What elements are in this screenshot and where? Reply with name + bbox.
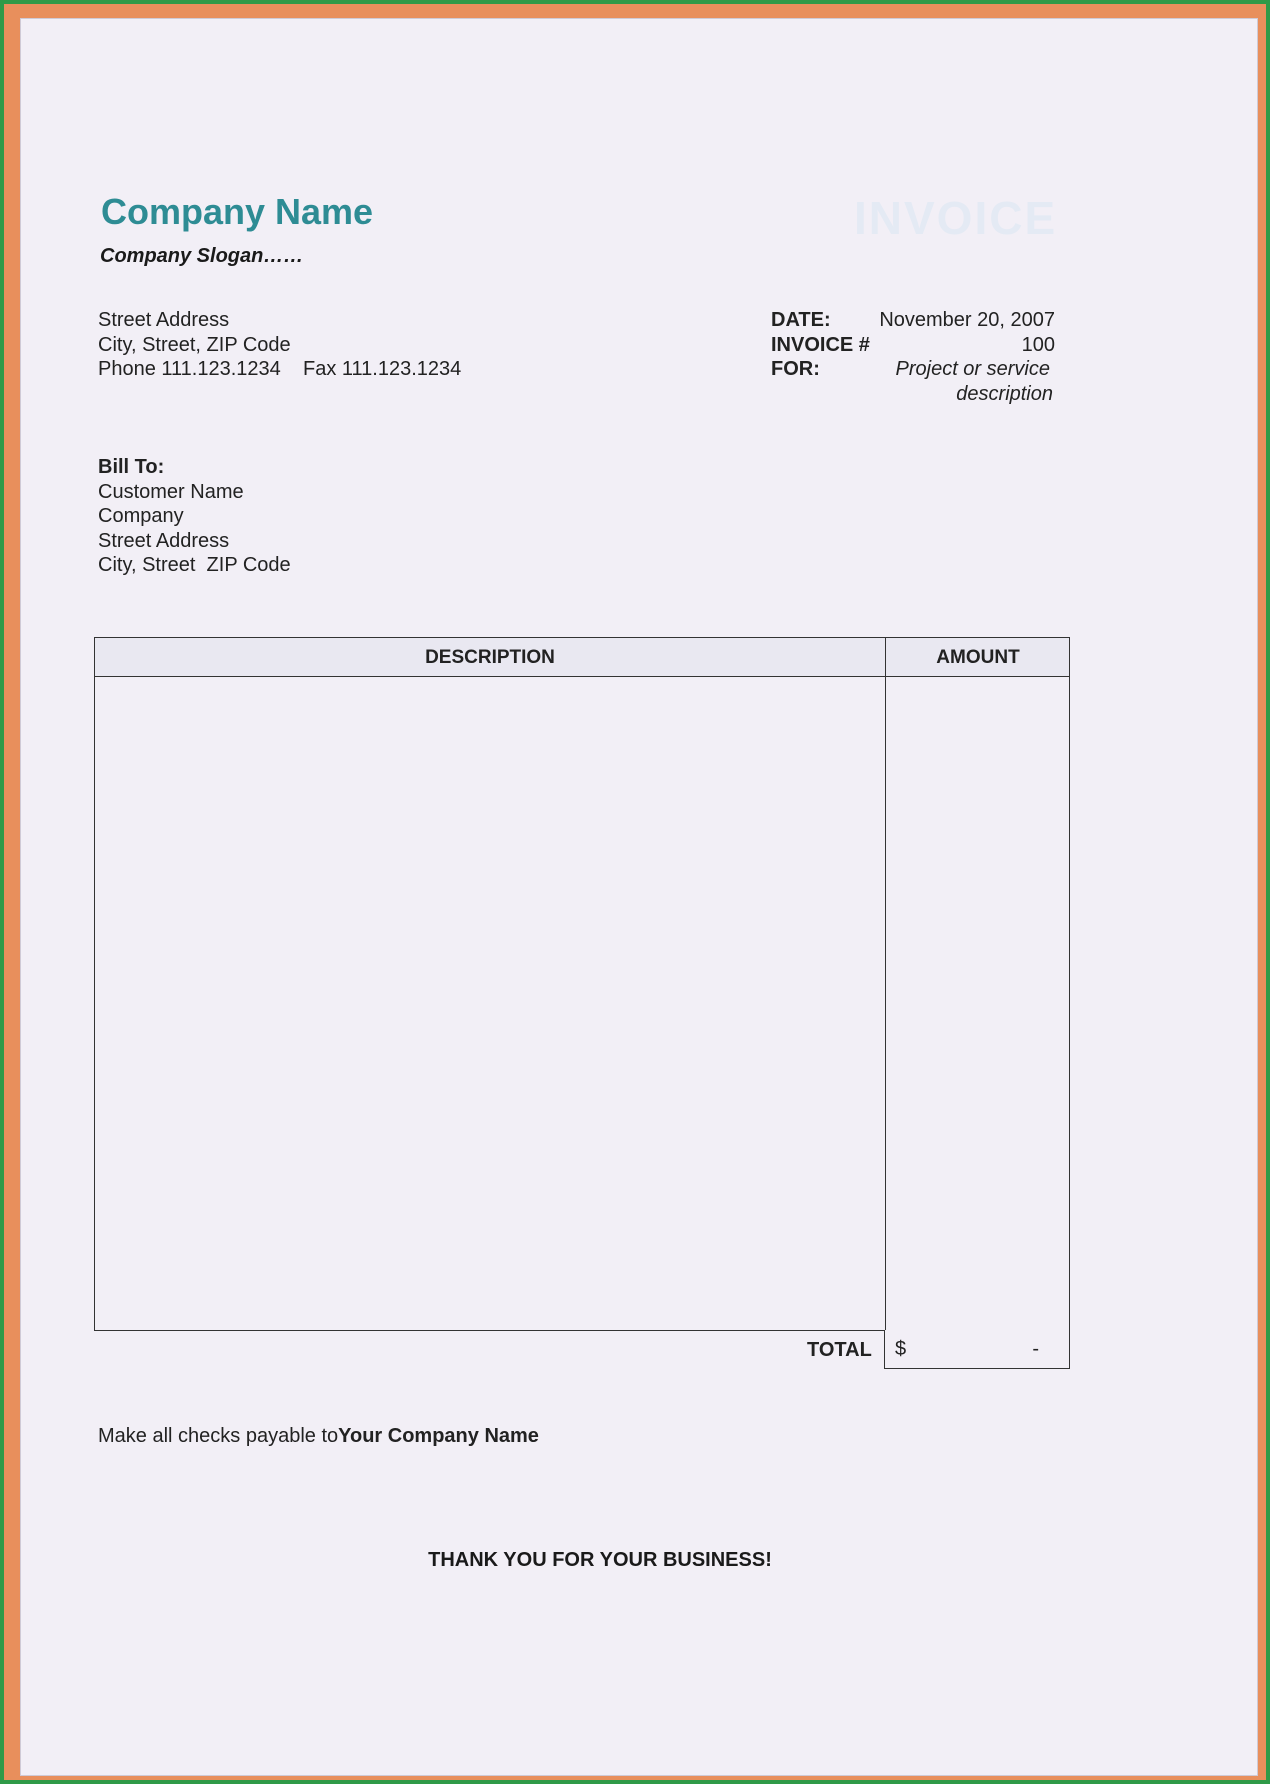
bill-to-city: City, Street ZIP Code (98, 554, 291, 576)
company-slogan: Company Slogan…… (100, 245, 304, 267)
invoice-number-label: INVOICE # (771, 334, 870, 356)
checks-payable-line (98, 1425, 539, 1448)
checks-payable-text: Make all checks payable to (98, 1425, 339, 1447)
company-name: Company Name (101, 191, 374, 232)
total-value: - (1032, 1338, 1039, 1360)
items-table (94, 637, 1070, 1331)
for-label: FOR: (771, 358, 820, 380)
header-description: DESCRIPTION (425, 647, 555, 668)
total-label: TOTAL (807, 1339, 872, 1361)
date-value: November 20, 2007 (879, 309, 1055, 331)
for-value-line1: Project or service (895, 358, 1050, 380)
items-table-header (95, 638, 1069, 677)
bill-to-company: Company (98, 505, 184, 527)
column-divider (885, 638, 886, 1330)
date-label: DATE: (771, 309, 831, 331)
sender-city: City, Street, ZIP Code (98, 334, 291, 356)
checks-payable-company: Your Company Name (338, 1425, 539, 1447)
invoice-page (20, 18, 1258, 1776)
total-currency: $ (895, 1338, 907, 1360)
for-value-line2: description (956, 383, 1053, 405)
outer-frame (4, 4, 1266, 1780)
invoice-number-value: 100 (1021, 334, 1055, 356)
total-box (884, 1330, 1070, 1369)
invoice-title: INVOICE (854, 192, 1058, 244)
bill-to-label: Bill To: (98, 456, 165, 478)
bill-to-street: Street Address (98, 530, 230, 552)
thank-you-message: THANK YOU FOR YOUR BUSINESS! (428, 1549, 772, 1571)
sender-street: Street Address (98, 309, 230, 331)
header-amount: AMOUNT (936, 647, 1020, 668)
sender-phone-fax: Phone 111.123.1234 Fax 111.123.1234 (98, 358, 462, 380)
bill-to-customer: Customer Name (98, 481, 244, 503)
